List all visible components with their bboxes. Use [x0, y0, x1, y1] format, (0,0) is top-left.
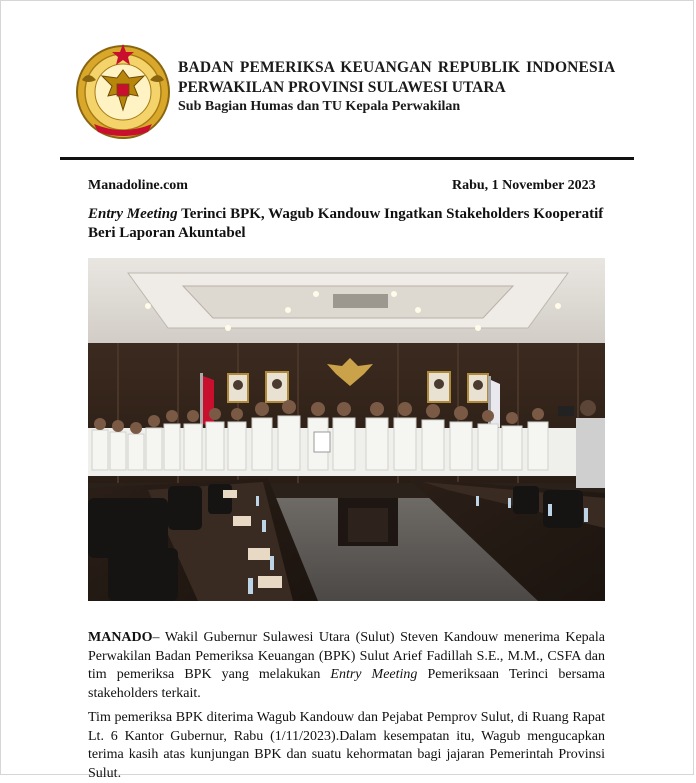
headline-italic: Entry Meeting: [88, 206, 178, 222]
body-paragraph-1: [88, 629, 605, 703]
organization-header: [178, 58, 648, 116]
p1-text-b: Pemeriksaan Terinci bersama stakeholders terkait.: [88, 667, 605, 701]
group-photo: [88, 258, 605, 601]
body-paragraph-2: Tim pemeriksa BPK diterima Wagub Kandouw dan Pejabat Pemprov Sulut, di Ruang Rapat Lt. 6 Kantor Gubernur, Rabu (1/11/2023).Dalam kesempatan itu, Wagub mengucapkan terima kasih atas kunjungan BPK dan suatu kehormatan bagi jajaran Pemerintah Provinsi Sulut.: [88, 710, 605, 781]
org-subdivision: Sub Bagian Humas dan TU Kepala Perwakilan: [178, 99, 461, 114]
article-headline: [88, 205, 618, 243]
p1-text-a: – Wakil Gubernur Sulawesi Utara (Sulut) Steven Kandouw menerima Kepala Perwakilan Badan Pemeriksa Keuangan (BPK) Sulut Arief Fadillah S.E., M.M., CSFA dan tim pemeriksa BPK yang melakukan: [88, 630, 605, 682]
headline-rest: Terinci BPK, Wagub Kandouw Ingatkan Stakeholders Kooperatif Beri Laporan Akuntabel: [88, 206, 604, 241]
org-name-line1: BADAN PEMERIKSA KEUANGAN REPUBLIK INDONESIA: [178, 59, 616, 76]
org-name-line2: PERWAKILAN PROVINSI SULAWESI UTARA: [178, 79, 506, 96]
date-label: Rabu, 1 November 2023: [452, 178, 596, 193]
source-label: Manadoline.com: [88, 178, 188, 193]
dateline: MANADO: [88, 630, 153, 645]
bpk-emblem-logo: [74, 40, 172, 140]
header-divider: [60, 157, 634, 160]
p1-italic: Entry Meeting: [330, 667, 418, 682]
